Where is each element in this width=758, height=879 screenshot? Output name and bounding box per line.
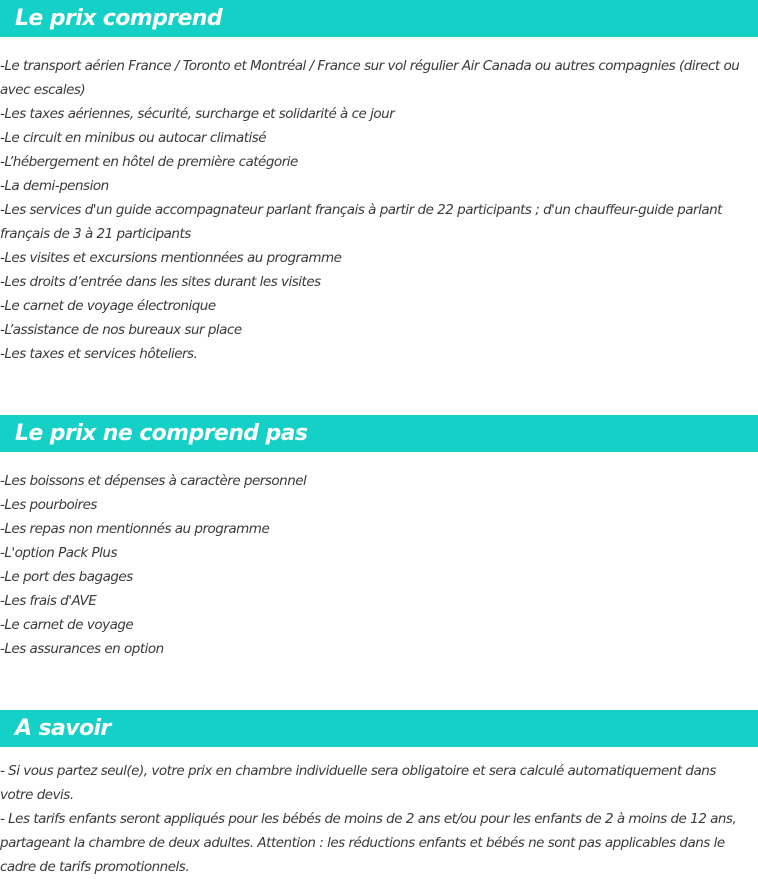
list-item: -L'option Pack Plus xyxy=(0,545,118,561)
section-a-savoir xyxy=(0,710,758,879)
list-item: -Le carnet de voyage xyxy=(0,617,134,633)
list-item: -Le circuit en minibus ou autocar climatisé xyxy=(0,130,267,146)
list-item: -Les frais d'AVE xyxy=(0,593,97,609)
section-title: Le prix ne comprend pas xyxy=(15,420,308,446)
list-item: -L’assistance de nos bureaux sur place xyxy=(0,322,242,338)
list-item: -Le port des bagages xyxy=(0,569,133,585)
section-le-prix-comprend xyxy=(0,0,758,366)
list-item: -La demi-pension xyxy=(0,178,109,194)
list-item: -Les visites et excursions mentionnées au programme xyxy=(0,250,342,266)
list-item: -Les assurances en option xyxy=(0,641,164,657)
list-item: -Les droits d’entrée dans les sites durant les visites xyxy=(0,274,321,290)
list-item: -Les pourboires xyxy=(0,497,97,513)
list-item: -Le carnet de voyage électronique xyxy=(0,298,216,314)
list-item: -L’hébergement en hôtel de première catégorie xyxy=(0,154,298,170)
section-title: A savoir xyxy=(15,715,111,741)
included-list xyxy=(0,54,758,366)
section-header xyxy=(0,710,758,747)
excluded-list xyxy=(0,469,758,661)
section-title: Le prix comprend xyxy=(15,5,222,31)
list-item: -Le transport aérien France / Toronto et Montréal / France sur vol régulier Air Canada ou autres compagnies (direct ou avec escales) xyxy=(0,58,740,98)
section-header xyxy=(0,0,758,37)
list-item: - Si vous partez seul(e), votre prix en chambre individuelle sera obligatoire et sera calculé automatiquement dans votre devis. xyxy=(0,763,716,803)
info-list xyxy=(0,759,758,879)
list-item: -Les taxes et services hôteliers. xyxy=(0,346,198,362)
list-item: - Les tarifs enfants seront appliqués pour les bébés de moins de 2 ans et/ou pour les enfants de 2 à moins de 12 ans, partageant la chambre de deux adultes. Attention : les réductions enfants et bébés ne sont pas applicables dans le cadre de tarifs promotionnels. xyxy=(0,811,737,875)
list-item: -Les boissons et dépenses à caractère personnel xyxy=(0,473,307,489)
section-header xyxy=(0,415,758,452)
list-item: -Les taxes aériennes, sécurité, surcharge et solidarité à ce jour xyxy=(0,106,395,122)
list-item: -Les services d'un guide accompagnateur parlant français à partir de 22 participants ; d'un chauffeur-guide parlant français de 3 à 21 participants xyxy=(0,202,722,242)
list-item: -Les repas non mentionnés au programme xyxy=(0,521,270,537)
section-le-prix-ne-comprend-pas xyxy=(0,415,758,661)
